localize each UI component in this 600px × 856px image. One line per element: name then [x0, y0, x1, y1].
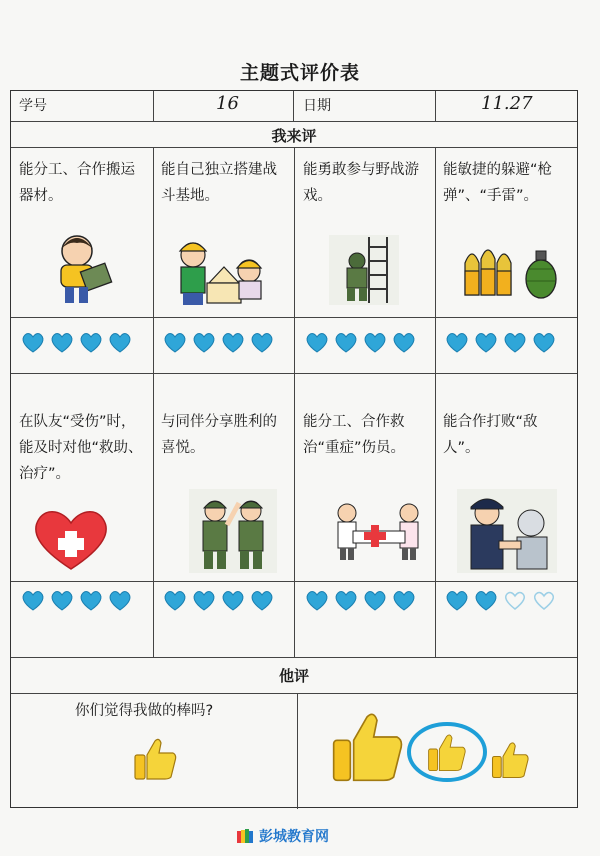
- thumbprint-filled: [445, 331, 469, 353]
- criterion-text: 与同伴分享胜利的喜悦。: [161, 414, 277, 456]
- date-label: 日期: [303, 98, 331, 114]
- criterion-text: 能敏捷的躲避“枪弹”、“手雷”。: [443, 162, 553, 204]
- date-value: 11.27: [481, 93, 533, 114]
- rating-prints: [21, 589, 132, 611]
- thumbprint-filled: [474, 331, 498, 353]
- thumbprint-filled: [250, 589, 274, 611]
- thumbprint-filled: [363, 589, 387, 611]
- criterion-text: 能勇敢参与野战游戏。: [303, 162, 419, 204]
- student-no-label: 学号: [19, 98, 47, 114]
- heart-outline-empty: [532, 589, 556, 611]
- criterion-text: 在队友“受伤”时，能及时对他“救助、治疗”。: [19, 414, 143, 482]
- peer-question: 你们觉得我做的棒吗?: [75, 703, 214, 719]
- thumbprint-filled: [50, 331, 74, 353]
- heart-outline-empty: [503, 589, 527, 611]
- thumbs-up-icon: [131, 735, 179, 783]
- thumbprint-filled: [250, 331, 274, 353]
- thumbprint-filled: [108, 589, 132, 611]
- rating-prints: [305, 589, 416, 611]
- police-arrest-icon: [457, 489, 557, 573]
- thumbs-up-large-icon: [327, 707, 407, 787]
- thumbprint-filled: [392, 331, 416, 353]
- thumbprint-filled: [392, 589, 416, 611]
- thumbs-up-circled-icon: [405, 719, 489, 785]
- thumbprint-filled: [363, 331, 387, 353]
- thumbprint-filled: [221, 331, 245, 353]
- thumbprint-filled: [21, 331, 45, 353]
- thumbprint-filled: [474, 589, 498, 611]
- site-name: 彭城教育网: [259, 829, 329, 845]
- rating-prints: [163, 331, 274, 353]
- thumbprint-filled: [445, 589, 469, 611]
- thumbprint-filled: [108, 331, 132, 353]
- self-eval-label: 我来评: [271, 127, 317, 145]
- criterion-text: 能合作打败“敌人”。: [443, 414, 538, 456]
- soldier-climbing-icon: [329, 235, 399, 305]
- thumbprint-filled: [532, 331, 556, 353]
- soldiers-cheering-icon: [189, 489, 277, 573]
- thumbprint-filled: [334, 331, 358, 353]
- student-no-value: 16: [216, 93, 239, 114]
- thumbprint-filled: [334, 589, 358, 611]
- thumbs-up-small-icon: [489, 739, 531, 781]
- criterion-text: 能分工、合作救治“重症”伤员。: [303, 414, 406, 456]
- peer-eval-label: 他评: [278, 667, 309, 685]
- rating-prints: [305, 331, 416, 353]
- builders-icon: [169, 233, 271, 307]
- rating-prints: [445, 589, 556, 611]
- bullets-grenade-icon: [459, 241, 559, 301]
- rating-prints: [21, 331, 132, 353]
- thumbprint-filled: [305, 331, 329, 353]
- criterion-text: 能自己独立搭建战斗基地。: [161, 162, 277, 204]
- thumbprint-filled: [305, 589, 329, 611]
- rating-prints: [445, 331, 556, 353]
- thumbprint-filled: [503, 331, 527, 353]
- thumbprint-filled: [79, 589, 103, 611]
- thumbprint-filled: [79, 331, 103, 353]
- thumbprint-filled: [192, 331, 216, 353]
- site-watermark: [236, 826, 329, 846]
- thumbprint-filled: [21, 589, 45, 611]
- evaluation-table: [10, 90, 578, 808]
- heart-cross-icon: [31, 509, 111, 571]
- thumbprint-filled: [192, 589, 216, 611]
- medics-stretcher-icon: [333, 501, 423, 561]
- criterion-text: 能分工、合作搬运器材。: [19, 162, 135, 204]
- thumbprint-filled: [50, 589, 74, 611]
- thumbprint-filled: [163, 589, 187, 611]
- child-carrying-icon: [39, 231, 119, 307]
- thumbprint-filled: [221, 589, 245, 611]
- page-title: 主题式评价表: [239, 62, 360, 84]
- rating-prints: [163, 589, 274, 611]
- book-logo-icon: [236, 828, 254, 844]
- thumbprint-filled: [163, 331, 187, 353]
